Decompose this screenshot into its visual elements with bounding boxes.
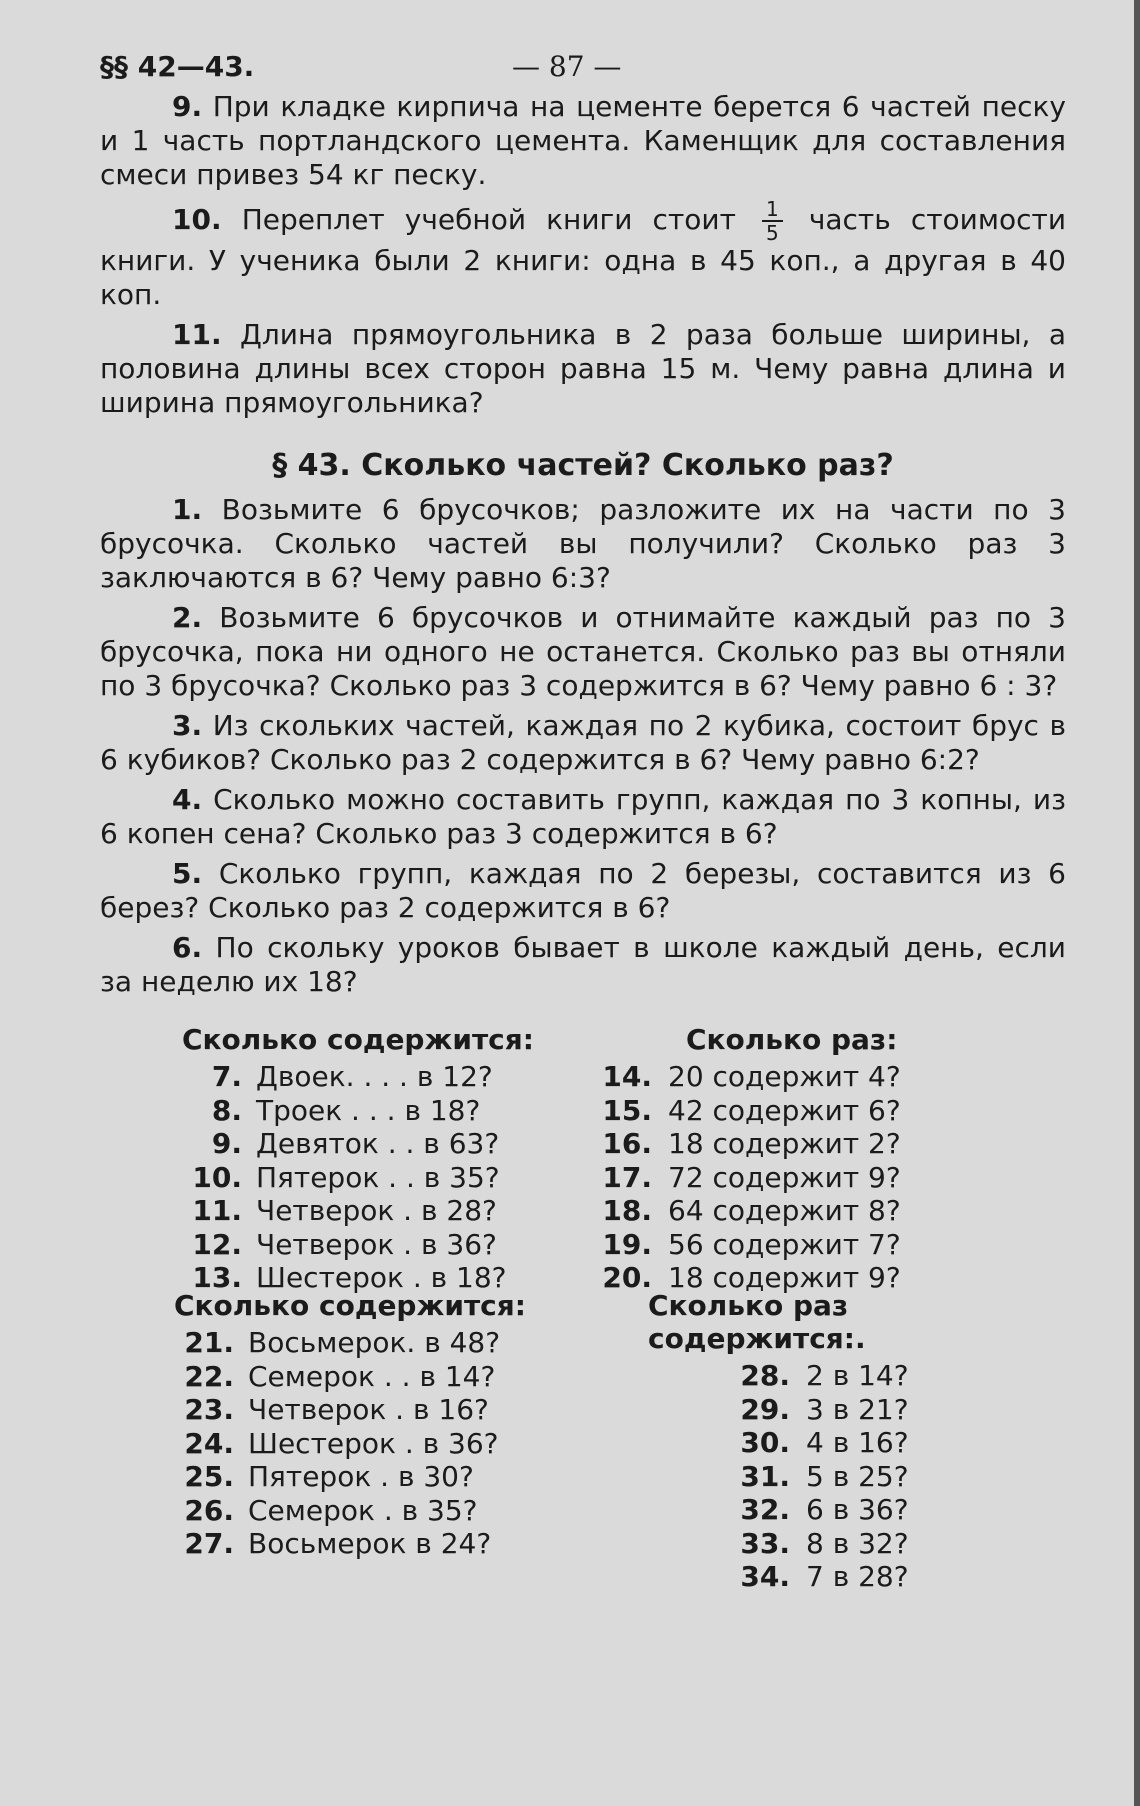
exercise-number: 32. <box>740 1493 790 1526</box>
section-ref: §§ 42—43. <box>100 50 255 83</box>
exercise-row <box>738 1426 1066 1460</box>
problem-10 <box>100 198 1066 312</box>
problem-text: Сколько можно составить групп, каждая по 3 копны, из 6 копен сена? Сколько раз 3 содержится в 6? <box>100 783 1067 850</box>
exercise-number: 26. <box>184 1493 234 1527</box>
exercise-text: 6 в 36? <box>806 1493 909 1526</box>
exercise-number: 10. <box>192 1160 242 1194</box>
exercise-number: 27. <box>184 1527 234 1560</box>
exercise-text: Четверок . в 36? <box>256 1227 497 1261</box>
exercise-row <box>182 1060 534 1094</box>
exercise-row <box>182 1194 534 1228</box>
exercise-number: 8. <box>211 1093 242 1127</box>
exercise-row <box>738 1493 1066 1527</box>
exercise-text: 20 содержит 4? <box>668 1060 901 1093</box>
exercise-text: 18 содержит 9? <box>668 1261 901 1294</box>
exercise-row <box>600 1060 901 1094</box>
exercise-number: 21. <box>184 1326 234 1359</box>
problem-item <box>100 709 1066 777</box>
exercise-number: 14. <box>602 1060 652 1093</box>
exercise-text: 64 содержит 8? <box>668 1194 901 1227</box>
page-edge <box>1134 0 1140 1806</box>
exercise-row <box>738 1359 1066 1393</box>
exercise-number: 34. <box>740 1560 790 1593</box>
exercise-row <box>174 1427 526 1461</box>
problem-number: 9. <box>172 90 203 123</box>
exercise-number: 25. <box>184 1460 234 1493</box>
problem-text: Из скольких частей, каждая по 2 кубика, состоит брус в 6 кубиков? Сколько раз 2 содержится в 6? Чему равно 6:2? <box>100 709 1066 776</box>
exercise-text: Четверок . в 16? <box>248 1393 489 1426</box>
page-number: — 87 — <box>512 50 622 83</box>
exercise-text: Троек . . . в 18? <box>256 1093 481 1127</box>
problem-text: часть стоимости книги. У ученика были 2 книги: одна в 45 коп., а другая в 40 коп. <box>100 203 1067 311</box>
exercise-number: 31. <box>740 1459 790 1493</box>
problem-item <box>100 931 1066 999</box>
exercise-number: 33. <box>740 1526 790 1560</box>
exercise-text: Шестерок . в 36? <box>248 1426 499 1460</box>
problem-number: 2. <box>172 601 203 634</box>
problem-text: Длина прямоугольника в 2 раза больше ширины, а половина длины всех сторон равна 15 м. Чему равна длина и ширина прямоугольника? <box>100 318 1067 419</box>
exercise-row <box>600 1161 901 1195</box>
exercise-text: 4 в 16? <box>806 1426 909 1459</box>
exercise-text: 18 содержит 2? <box>668 1127 901 1160</box>
problem-number: 11. <box>172 318 222 351</box>
exercise-number: 18. <box>602 1194 652 1227</box>
table-1 <box>100 1023 1066 1294</box>
fraction <box>762 198 783 244</box>
column-title: Сколько раз: <box>686 1023 898 1056</box>
exercise-row <box>738 1393 1066 1427</box>
exercise-text: Двоек. . . . в 12? <box>256 1060 493 1093</box>
problem-number: 5. <box>172 857 203 890</box>
exercise-number: 11. <box>192 1194 242 1227</box>
exercise-number: 22. <box>184 1359 234 1393</box>
exercise-number: 19. <box>602 1227 652 1261</box>
exercise-number: 17. <box>602 1160 652 1194</box>
exercise-row <box>182 1127 534 1161</box>
problem-item <box>100 493 1066 595</box>
problem-11 <box>100 318 1066 420</box>
problem-text: Сколько групп, каждая по 2 березы, составится из 6 берез? Сколько раз 2 содержится в 6? <box>100 857 1066 924</box>
exercise-text: 42 содержит 6? <box>668 1093 901 1127</box>
problem-text: По скольку уроков бывает в школе каждый день, если за неделю их 18? <box>100 931 1066 998</box>
exercise-number: 13. <box>192 1261 242 1294</box>
exercise-row <box>738 1560 1066 1594</box>
problem-text: Возьмите 6 брусочков и отнимайте каждый раз по 3 брусочка, пока ни одного не останется. Сколько раз вы отняли по 3 брусочка? Сколько раз 3 содержится в 6? Чему равно 6 : 3? <box>100 601 1066 702</box>
problem-9 <box>100 90 1066 192</box>
exercise-row <box>174 1326 526 1360</box>
exercise-text: 7 в 28? <box>806 1560 909 1593</box>
problem-item <box>100 857 1066 925</box>
column-title: Сколько содержится: <box>174 1289 526 1322</box>
exercise-text: Девяток . . в 63? <box>256 1127 500 1160</box>
problem-number: 10. <box>172 203 222 236</box>
exercise-number: 20. <box>602 1261 652 1294</box>
column-title: Сколько раз содержится:. <box>648 1289 866 1355</box>
exercise-text: Четверок . в 28? <box>256 1194 497 1227</box>
exercise-row <box>174 1393 526 1427</box>
column-title: Сколько содержится: <box>182 1023 534 1056</box>
exercise-row <box>174 1360 526 1394</box>
exercise-row <box>600 1228 901 1262</box>
exercise-number: 16. <box>602 1127 652 1160</box>
exercise-number: 15. <box>602 1093 652 1127</box>
exercise-row <box>174 1494 526 1528</box>
exercise-row <box>182 1161 534 1195</box>
exercise-text: Пятерок . . в 35? <box>256 1160 500 1194</box>
problem-number: 1. <box>172 493 203 526</box>
problem-item <box>100 601 1066 703</box>
section-title: § 43. Сколько частей? Сколько раз? <box>272 448 894 483</box>
exercise-row <box>174 1527 526 1561</box>
exercise-row <box>600 1127 901 1161</box>
exercise-row <box>182 1094 534 1128</box>
exercise-text: 5 в 25? <box>806 1459 909 1493</box>
table-1-left <box>182 1023 534 1295</box>
exercise-number: 7. <box>211 1060 242 1093</box>
problem-number: 6. <box>172 931 203 964</box>
exercise-number: 28. <box>740 1359 790 1392</box>
fraction-numerator: 1 <box>762 198 783 222</box>
table-2-left <box>174 1289 526 1561</box>
fraction-denominator: 5 <box>766 221 779 245</box>
exercise-text: 72 содержит 9? <box>668 1160 901 1194</box>
exercise-text: Семерок . в 35? <box>248 1493 478 1527</box>
exercise-row <box>738 1460 1066 1494</box>
exercise-number: 24. <box>184 1426 234 1460</box>
problem-text: При кладке кирпича на цементе берется 6 частей песку и 1 часть портландского цемента. Каменщик для составления смеси привез 54 кг песку. <box>100 90 1066 191</box>
exercise-text: Семерок . . в 14? <box>248 1359 496 1393</box>
exercise-row <box>738 1527 1066 1561</box>
exercise-number: 23. <box>184 1393 234 1426</box>
exercise-text: 3 в 21? <box>806 1392 909 1426</box>
table-2 <box>100 1289 1066 1593</box>
table-1-right <box>600 1023 901 1295</box>
problem-text: Переплет учебной книги стоит <box>241 203 736 236</box>
exercise-text: 8 в 32? <box>806 1526 909 1560</box>
table-2-right <box>648 1289 1066 1594</box>
exercise-text: Шестерок . в 18? <box>256 1261 507 1294</box>
exercise-row <box>600 1194 901 1228</box>
exercise-number: 29. <box>740 1392 790 1426</box>
problem-number: 3. <box>172 709 203 742</box>
exercise-text: Пятерок . в 30? <box>248 1460 474 1493</box>
main-problems <box>100 493 1066 999</box>
exercise-text: Восьмерок в 24? <box>248 1527 492 1560</box>
exercise-row <box>174 1460 526 1494</box>
exercise-number: 9. <box>211 1127 242 1160</box>
exercise-text: 2 в 14? <box>806 1359 909 1392</box>
exercise-row <box>600 1094 901 1128</box>
page-header <box>100 44 1066 90</box>
problem-number: 4. <box>172 783 203 816</box>
exercise-text: Восьмерок. в 48? <box>248 1326 501 1359</box>
problem-text: Возьмите 6 брусочков; разложите их на части по 3 брусочка. Сколько частей вы получили? Сколько раз 3 заключаются в 6? Чему равно 6:3? <box>100 493 1066 594</box>
problem-item <box>100 783 1066 851</box>
exercise-number: 12. <box>192 1227 242 1261</box>
exercise-number: 30. <box>740 1426 790 1459</box>
exercise-text: 56 содержит 7? <box>668 1227 901 1261</box>
exercise-row <box>182 1228 534 1262</box>
